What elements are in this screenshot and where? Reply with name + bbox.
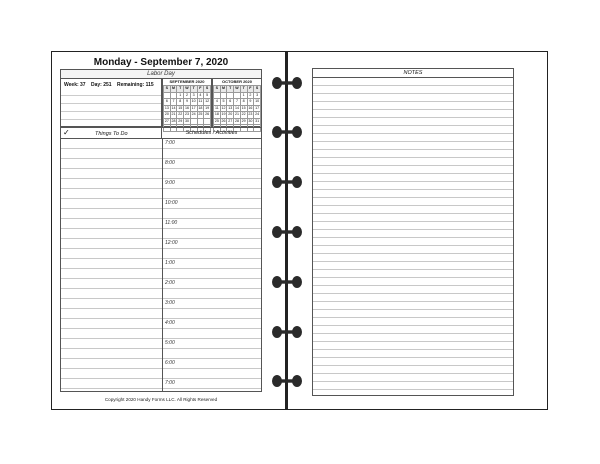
time-label: 9:00: [165, 180, 175, 186]
calendar-day: 22: [178, 112, 183, 117]
time-label: 12:00: [165, 240, 178, 246]
calendar-day: 10: [255, 99, 260, 104]
calendar-day: 22: [241, 112, 246, 117]
calendar-month-name: OCTOBER 2020: [222, 79, 252, 84]
weekday-header: T: [190, 86, 197, 93]
weekday-header: S: [204, 86, 211, 93]
weekday-header: T: [177, 86, 184, 93]
calendar-day: 18: [198, 105, 203, 110]
calendar-day: 1: [240, 92, 247, 99]
calendar-day: 5: [220, 99, 227, 106]
time-label: 7:00: [165, 140, 175, 146]
notes-lined-area[interactable]: [312, 78, 514, 396]
calendar-day: 19: [205, 105, 210, 110]
calendar-day: 19: [221, 112, 226, 117]
todo-label: Things To Do: [95, 131, 128, 137]
copyright-text: Copyright 2020 Handy Forms LLC. All Rights Reserved: [104, 397, 218, 402]
binder-ring-icon: [269, 373, 305, 389]
days-remaining: Remaining: 115: [116, 82, 154, 88]
calendar-day: 11: [214, 105, 219, 110]
calendar-day: 31: [255, 118, 260, 123]
weekday-header: M: [172, 86, 176, 91]
schedule-header: Schedules / Activities: [162, 127, 262, 139]
weekday-header: W: [235, 86, 239, 91]
calendar-day: 17: [191, 105, 196, 110]
calendar-day: 6: [164, 99, 171, 106]
calendar-grid: [213, 85, 261, 132]
calendar-day: 23: [248, 112, 253, 117]
weekday-header: W: [185, 86, 189, 91]
calendar-grid: [163, 85, 211, 132]
week-number: Week: 37: [64, 82, 86, 88]
time-label: 7:00: [165, 380, 175, 386]
calendar-day: 6: [227, 99, 234, 106]
calendar-day: 24: [191, 112, 196, 117]
time-label: 5:00: [165, 340, 175, 346]
calendar-day: 8: [177, 99, 184, 106]
calendar-day: 25: [214, 118, 219, 123]
calendar-day: 7: [170, 99, 177, 106]
binder-ring-icon: [269, 324, 305, 340]
notes-header: NOTES: [312, 68, 514, 78]
weekday-header: T: [227, 86, 234, 93]
calendar-day: 15: [241, 105, 246, 110]
calendar-day: 2: [247, 92, 254, 99]
calendar-day: 7: [234, 99, 241, 106]
calendar-day: 16: [184, 105, 189, 110]
calendar-day: 29: [241, 118, 246, 123]
weekday-header: M: [222, 86, 226, 91]
calendar-day: 26: [205, 112, 210, 117]
calendar-day: 11: [198, 99, 203, 104]
day-number: Day: 251: [90, 82, 112, 88]
calendar-day: 18: [214, 112, 219, 117]
calendar-day: 12: [221, 105, 226, 110]
calendar-day: 21: [234, 112, 239, 117]
calendar-day: 1: [177, 92, 184, 99]
time-label: 2:00: [165, 280, 175, 286]
calendar-day: 12: [205, 99, 210, 104]
day-stats-row: [64, 82, 158, 88]
holiday-label: Labor Day: [60, 69, 262, 79]
calendar-day: 14: [234, 105, 239, 110]
day-stats-box: [60, 79, 162, 127]
calendar-day: 24: [255, 112, 260, 117]
binder-ring-icon: [269, 274, 305, 290]
calendar-day: 26: [221, 118, 226, 123]
calendar-day: 27: [228, 118, 233, 123]
time-label: 8:00: [165, 160, 175, 166]
calendar-day: 23: [184, 112, 189, 117]
weekday-header: S: [214, 86, 221, 93]
calendar-day: 20: [228, 112, 233, 117]
time-label: 6:00: [165, 360, 175, 366]
calendar-day: 20: [164, 112, 169, 117]
todo-lined-area[interactable]: [60, 139, 162, 391]
schedule-lined-area[interactable]: [162, 139, 262, 391]
calendar-day: 3: [190, 92, 197, 99]
time-label: 4:00: [165, 320, 175, 326]
todo-header: [60, 127, 162, 139]
calendar-day: 14: [171, 105, 176, 110]
calendar-day: 17: [255, 105, 260, 110]
calendar-day: 21: [171, 112, 176, 117]
time-label: 3:00: [165, 300, 175, 306]
calendar-day: 15: [178, 105, 183, 110]
stats-lines: [61, 95, 161, 127]
binder-ring-icon: [269, 174, 305, 190]
time-label: 11:00: [165, 220, 178, 226]
calendar-day: 8: [240, 99, 247, 106]
calendar-day: 13: [164, 105, 169, 110]
calendar-day: 29: [178, 118, 183, 123]
time-label: 10:00: [165, 200, 178, 206]
binder-ring-icon: [269, 75, 305, 91]
calendar-day: 9: [247, 99, 254, 106]
page-title: Monday - September 7, 2020: [93, 57, 229, 68]
calendar-month-name: SEPTEMBER 2020: [169, 79, 205, 84]
binder-ring-icon: [269, 124, 305, 140]
calendar-day: 30: [248, 118, 253, 123]
calendar-day: 16: [248, 105, 253, 110]
weekday-header: S: [254, 86, 261, 93]
weekday-header: S: [164, 86, 171, 93]
binder-rings: [269, 0, 305, 464]
weekday-header: F: [247, 86, 254, 93]
calendar-day: 30: [184, 118, 189, 123]
mini-calendar-october: [212, 79, 262, 127]
calendar-day: 9: [184, 99, 191, 106]
calendar-day: 3: [254, 92, 261, 99]
calendar-day: 4: [197, 92, 204, 99]
weekday-header: T: [240, 86, 247, 93]
calendar-day: 27: [164, 118, 169, 123]
binder-ring-icon: [269, 224, 305, 240]
calendar-day: 10: [191, 99, 196, 104]
calendar-day: 4: [214, 99, 221, 106]
weekday-header: F: [197, 86, 204, 93]
calendar-day: 13: [228, 105, 233, 110]
bottom-rule: [60, 391, 262, 392]
calendar-day: 28: [234, 118, 239, 123]
calendar-day: 28: [171, 118, 176, 123]
calendar-day: 25: [198, 112, 203, 117]
calendar-day: 2: [184, 92, 191, 99]
time-label: 1:00: [165, 260, 175, 266]
checkmark-icon: ✓: [63, 128, 70, 137]
calendar-day: 5: [204, 92, 211, 99]
mini-calendar-september: [162, 79, 212, 127]
